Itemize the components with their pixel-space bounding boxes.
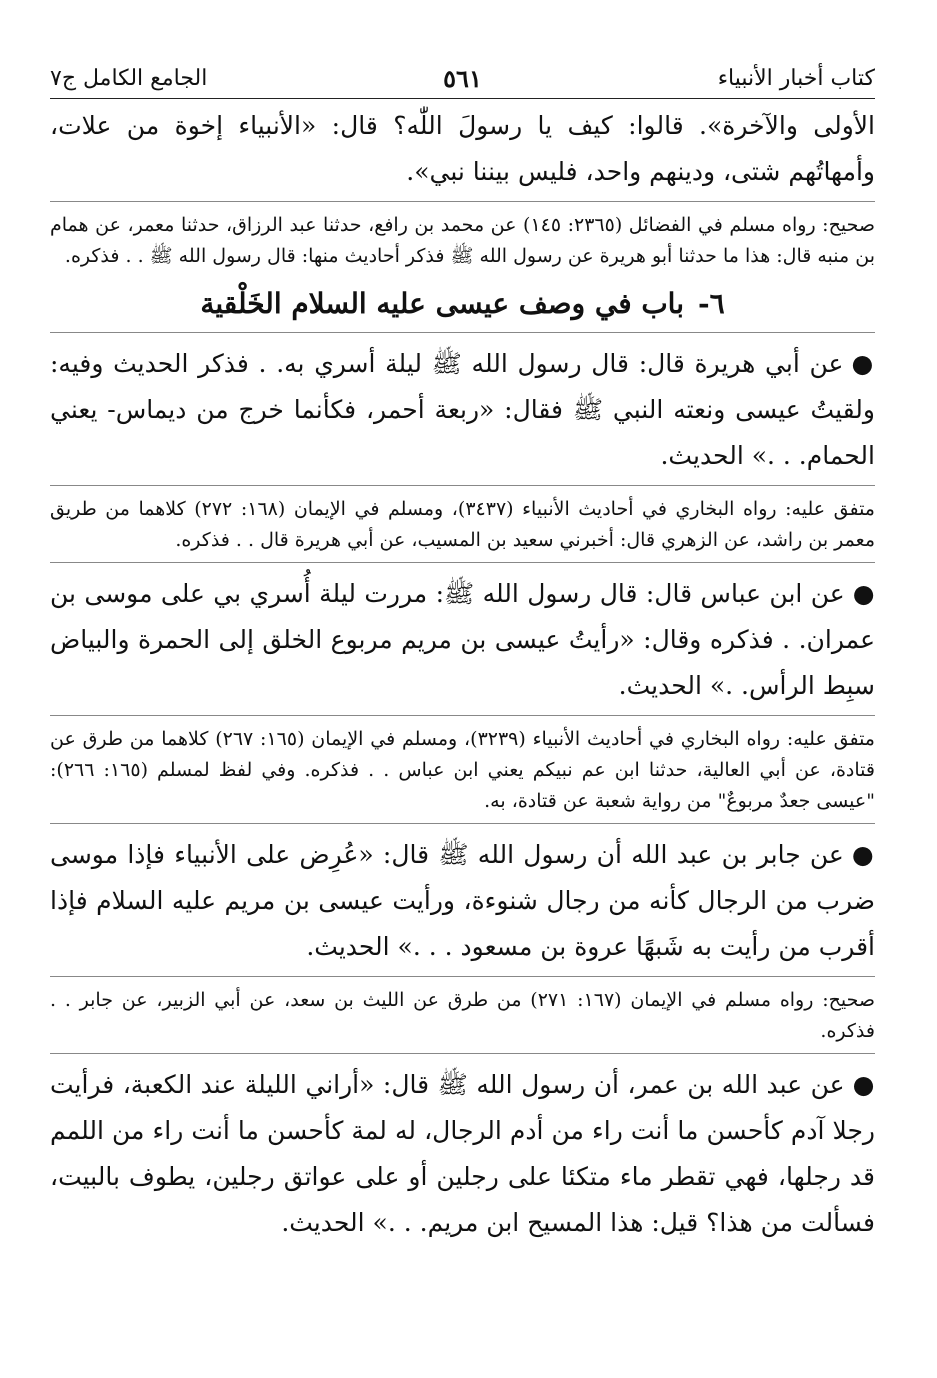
divider: [50, 562, 875, 563]
hadith-text: عن جابر بن عبد الله أن رسول الله ﷺ قال: «عُرِض على الأنبياء فإذا موسى ضرب من الرجال كأنه من رجال شنوءة، ورأيت عيسى بن مريم عليه السلام فإذا أقرب من رأيت به شَبهًا عروة بن مسعود . . .» الحديث.: [50, 840, 875, 961]
takhrij-note: صحيح: رواه مسلم في الفضائل (٢٣٦٥: ١٤٥) عن محمد بن رافع، حدثنا عبد الرزاق، حدثنا معمر، عن همام بن منبه قال: هذا ما حدثنا أبو هريرة عن رسول الله ﷺ فذكر أحاديث منها: قال رسول الله ﷺ . . فذكره.: [50, 214, 875, 267]
divider: [50, 332, 875, 333]
hadith-text: عن ابن عباس قال: قال رسول الله ﷺ: مررت ليلة أُسري بي على موسى بن عمران. . فذكره وقال: «رأيتُ عيسى بن مريم مربوع الخلق إلى الحمرة والبياض سبِط الرأس. .» الحديث.: [50, 579, 875, 700]
chapter-heading: [50, 284, 875, 324]
hadith-entry: [50, 571, 875, 817]
hadith-entry: [50, 341, 875, 556]
hadith-text: الأولى والآخرة». قالوا: كيف يا رسولَ اللّٰه؟ قال: «الأنبياء إخوة من علات، وأمهاتُهم شتى، ودينهم واحد، فليس بيننا نبي».: [50, 111, 875, 186]
divider: [50, 485, 875, 486]
takhrij-note: متفق عليه: رواه البخاري في أحاديث الأنبياء (٣٢٣٩)، ومسلم في الإيمان (١٦٥: ٢٦٧) كلاهما من طرق عن قتادة، عن أبي العالية، حدثنا ابن عم نبيكم يعني ابن عباس . . فذكره. وفي لفظ لمسلم (١٦٥: ٢٦٦): "عيسى جعدٌ مربوعٌ" من رواية شعبة عن قتادة، به.: [50, 728, 875, 812]
book-section-title: كتاب أخبار الأنبياء: [717, 66, 875, 91]
divider: [50, 976, 875, 977]
divider: [50, 823, 875, 824]
hadith-paragraph: [50, 341, 875, 479]
bullet-icon: ●: [852, 1070, 875, 1099]
page-header: [50, 58, 875, 99]
hadith-entry: [50, 832, 875, 1047]
divider: [50, 1053, 875, 1054]
hadith-text: عن عبد الله بن عمر، أن رسول الله ﷺ قال: «أراني الليلة عند الكعبة، فرأيت رجلا آدم كأحسن ما أنت راء من أدم الرجال، له لمة كأحسن ما أنت راء من اللمم قد رجلها، فهي تقطر ماء متكئا على رجلين أو على عواتق رجلين، يطوف بالبيت، فسألت من هذا؟ قيل: هذا المسيح ابن مريم. . .» الحديث.: [50, 1070, 875, 1237]
hadith-text: عن أبي هريرة قال: قال رسول الله ﷺ ليلة أسري به. . فذكر الحديث وفيه: ولقيتُ عيسى ونعته النبي ﷺ فقال: «ربعة أحمر، فكأنما خرج من ديماس- يعني الحمام. . .» الحديث.: [50, 349, 875, 470]
hadith-entry: [50, 1062, 875, 1246]
divider: [50, 201, 875, 202]
bullet-icon: ●: [852, 579, 875, 608]
page-number: ٥٦١: [443, 64, 482, 93]
hadith-paragraph: [50, 1062, 875, 1246]
bullet-icon: ●: [851, 840, 875, 869]
takhrij-note: صحيح: رواه مسلم في الإيمان (١٦٧: ٢٧١) من طرق عن الليث بن سعد، عن أبي الزبير، عن جابر . . فذكره.: [50, 989, 875, 1042]
bullet-icon: ●: [851, 349, 875, 378]
chapter-title: باب في وصف عيسى عليه السلام الخَلْقية: [200, 287, 685, 320]
chapter-number: ٦-: [698, 287, 725, 320]
continued-hadith: [50, 103, 875, 272]
takhrij-note: متفق عليه: رواه البخاري في أحاديث الأنبياء (٣٤٣٧)، ومسلم في الإيمان (١٦٨: ٢٧٢) كلاهما من طريق معمر بن راشد، عن الزهري قال: أخبرني سعيد بن المسيب، عن أبي هريرة قال . . فذكره.: [50, 498, 875, 551]
book-volume-title: الجامع الكامل ج٧: [50, 66, 208, 91]
hadith-paragraph: [50, 571, 875, 709]
hadith-paragraph: [50, 832, 875, 970]
divider: [50, 715, 875, 716]
